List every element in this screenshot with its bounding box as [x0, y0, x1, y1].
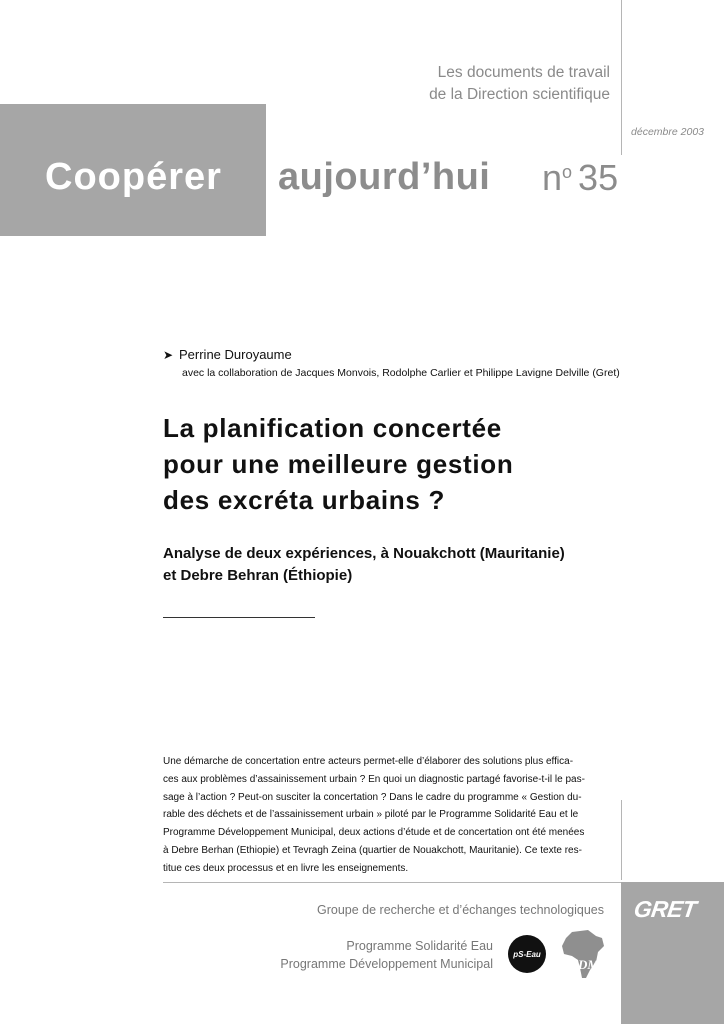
issue-number: [542, 157, 618, 205]
footer-divider: [163, 882, 621, 883]
issue-superscript: o: [562, 162, 573, 182]
group-name: Groupe de recherche et d’échanges technologiques: [316, 903, 604, 917]
abstract-line: rable des déchets et de l’assainissement urbain » piloté par le Programme Solidarité Eau et le: [163, 809, 579, 821]
abstract-paragraph: [163, 753, 605, 878]
pseau-logo-text: pS-Eau: [513, 949, 541, 959]
arrow-bullet-icon: ➤: [163, 348, 174, 362]
abstract-line: sage à l’action ? Peut-on susciter la concertation ? Dans le cadre du programme « Gestion du-: [163, 791, 582, 803]
abstract-line: ces aux problèmes d’assainissement urbain ? En quoi un diagnostic partagé favorise-t-il le pas-: [163, 773, 585, 785]
brand-cooperer: Coopérer: [45, 156, 222, 198]
document-title: [163, 410, 623, 518]
abstract-line: à Debre Berhan (Ethiopie) et Tevragh Zeina (quartier de Nouakchott, Mauritanie). Ce texte res-: [163, 844, 582, 856]
subtitle-line: et Debre Behran (Éthiopie): [163, 567, 353, 584]
subtitle-line: Analyse de deux expériences, à Nouakchott (Mauritanie): [163, 545, 565, 562]
partner-programs: [280, 937, 493, 973]
abstract-line: Programme Développement Municipal, deux actions d’étude et de concertation ont été menées: [163, 827, 585, 839]
abstract-line: titue ces deux processus et en livre les enseignements.: [163, 862, 409, 874]
issue-value: 35: [578, 157, 619, 198]
author-line: [163, 347, 292, 362]
program-developpement-municipal: Programme Développement Municipal: [280, 957, 493, 971]
collaboration-line: avec la collaboration de Jacques Monvois, Rodolphe Carlier et Philippe Lavigne Delville (Gret): [182, 367, 620, 379]
title-divider: [163, 617, 315, 618]
vertical-rule-top: [621, 0, 622, 155]
vertical-rule-middle: [621, 800, 622, 880]
document-subtitle: [163, 543, 633, 587]
program-solidarite-eau: Programme Solidarité Eau: [346, 939, 493, 953]
series-line-1: Les documents de travail: [437, 64, 610, 81]
abstract-line: Une démarche de concertation entre acteurs permet-elle d’élaborer des solutions plus effica-: [163, 756, 574, 767]
issue-prefix: n: [542, 157, 563, 198]
pdm-logo-text: PDM: [570, 957, 599, 972]
series-line-2: de la Direction scientifique: [429, 86, 610, 103]
gret-logo: GRET: [632, 896, 698, 922]
title-line: des excréta urbains ?: [163, 485, 446, 515]
series-heading: [429, 62, 610, 106]
pseau-logo: [508, 935, 546, 973]
publication-date: décembre 2003: [631, 126, 704, 138]
brand-aujourdhui: aujourd’hui: [278, 156, 491, 198]
title-line: pour une meilleure gestion: [163, 449, 514, 479]
author-name: Perrine Duroyaume: [179, 347, 292, 362]
title-line: La planification concertée: [163, 413, 502, 443]
